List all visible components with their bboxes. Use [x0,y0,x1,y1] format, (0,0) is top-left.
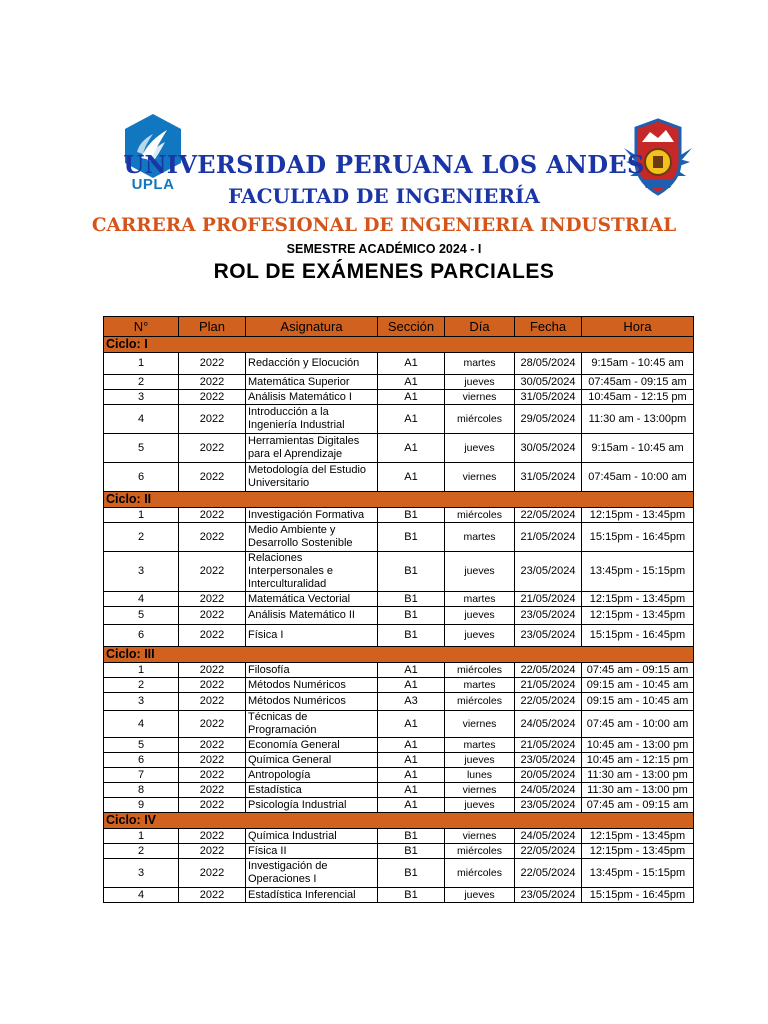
row-plan: 2022 [179,663,246,678]
cycle-label: Ciclo: I [104,337,694,353]
table-row [104,353,694,375]
row-number: 2 [104,375,179,390]
row-section: A1 [378,768,445,783]
row-section: B1 [378,625,445,647]
row-day: miércoles [445,844,515,859]
row-number: 1 [104,663,179,678]
row-day: viernes [445,829,515,844]
table-row [104,678,694,693]
row-plan: 2022 [179,508,246,523]
row-date: 22/05/2024 [515,859,582,888]
table-row [104,508,694,523]
row-number: 3 [104,693,179,711]
row-date: 31/05/2024 [515,463,582,492]
row-time: 12:15pm - 13:45pm [582,592,694,607]
table-row [104,663,694,678]
semester-label: SEMESTRE ACADÉMICO 2024 - I [286,242,482,256]
row-day: jueves [445,375,515,390]
row-plan: 2022 [179,711,246,738]
row-date: 30/05/2024 [515,434,582,463]
table-row [104,738,694,753]
row-number: 4 [104,405,179,434]
row-plan: 2022 [179,768,246,783]
row-subject: Metodología del Estudio Universitario [246,463,378,492]
row-date: 29/05/2024 [515,405,582,434]
table-row [104,463,694,492]
row-time: 11:30 am - 13:00pm [582,405,694,434]
row-day: jueves [445,625,515,647]
column-header-section: Sección [378,317,445,337]
row-subject: Matemática Superior [246,375,378,390]
table-row [104,625,694,647]
row-time: 12:15pm - 13:45pm [582,829,694,844]
row-time: 15:15pm - 16:45pm [582,888,694,903]
row-number: 4 [104,888,179,903]
row-plan: 2022 [179,693,246,711]
row-time: 10:45 am - 12:15 pm [582,753,694,768]
row-date: 23/05/2024 [515,552,582,592]
row-number: 5 [104,607,179,625]
row-plan: 2022 [179,798,246,813]
row-plan: 2022 [179,353,246,375]
row-date: 30/05/2024 [515,375,582,390]
row-day: viernes [445,390,515,405]
row-time: 07:45 am - 09:15 am [582,663,694,678]
table-row [104,693,694,711]
column-header-day: Día [445,317,515,337]
row-day: viernes [445,463,515,492]
upla-logo-text: UPLA [131,176,175,193]
row-time: 09:15 am - 10:45 am [582,678,694,693]
row-number: 2 [104,844,179,859]
row-plan: 2022 [179,829,246,844]
row-date: 23/05/2024 [515,888,582,903]
row-section: A1 [378,738,445,753]
row-subject: Relaciones Interpersonales e Interculturalidad [246,552,378,592]
table-row [104,552,694,592]
row-time: 13:45pm - 15:15pm [582,552,694,592]
row-time: 15:15pm - 16:45pm [582,523,694,552]
row-subject: Filosofía [246,663,378,678]
row-section: B1 [378,888,445,903]
table-row [104,888,694,903]
row-number: 2 [104,523,179,552]
row-date: 22/05/2024 [515,844,582,859]
row-subject: Economía General [246,738,378,753]
table-row [104,592,694,607]
row-section: A1 [378,390,445,405]
row-subject: Química Industrial [246,829,378,844]
career-name: CARRERA PROFESIONAL DE INGENIERIA INDUSTRIAL [91,215,677,236]
row-date: 24/05/2024 [515,783,582,798]
row-section: B1 [378,508,445,523]
row-subject: Introducción a la Ingeniería Industrial [246,405,378,434]
row-number: 3 [104,859,179,888]
row-date: 22/05/2024 [515,508,582,523]
row-number: 8 [104,783,179,798]
cycle-header-row [104,337,694,353]
row-time: 9:15am - 10:45 am [582,434,694,463]
row-section: B1 [378,523,445,552]
row-time: 11:30 am - 13:00 pm [582,783,694,798]
row-day: miércoles [445,663,515,678]
row-subject: Herramientas Digitales para el Aprendizaje [246,434,378,463]
row-plan: 2022 [179,607,246,625]
row-plan: 2022 [179,753,246,768]
row-number: 1 [104,829,179,844]
row-subject: Investigación de Operaciones I [246,859,378,888]
row-number: 5 [104,434,179,463]
row-plan: 2022 [179,678,246,693]
row-subject: Métodos Numéricos [246,678,378,693]
row-subject: Física II [246,844,378,859]
row-section: A1 [378,783,445,798]
row-plan: 2022 [179,888,246,903]
row-plan: 2022 [179,738,246,753]
cycle-label: Ciclo: IV [104,813,694,829]
row-section: A1 [378,353,445,375]
document-title: ROL DE EXÁMENES PARCIALES [213,260,555,283]
row-section: A1 [378,711,445,738]
row-section: B1 [378,607,445,625]
row-date: 23/05/2024 [515,798,582,813]
row-time: 09:15 am - 10:45 am [582,693,694,711]
column-header-number: N° [104,317,179,337]
row-number: 1 [104,508,179,523]
row-date: 22/05/2024 [515,663,582,678]
row-date: 20/05/2024 [515,768,582,783]
column-header-date: Fecha [515,317,582,337]
column-header-time: Hora [582,317,694,337]
row-subject: Estadística Inferencial [246,888,378,903]
row-subject: Química General [246,753,378,768]
row-date: 23/05/2024 [515,753,582,768]
row-number: 6 [104,625,179,647]
row-section: B1 [378,552,445,592]
table-row [104,798,694,813]
row-subject: Medio Ambiente y Desarrollo Sostenible [246,523,378,552]
row-time: 15:15pm - 16:45pm [582,625,694,647]
row-day: martes [445,592,515,607]
row-day: miércoles [445,859,515,888]
row-plan: 2022 [179,405,246,434]
university-name: UNIVERSIDAD PERUANA LOS ANDES [123,150,645,179]
row-subject: Estadística [246,783,378,798]
row-plan: 2022 [179,783,246,798]
table-row [104,768,694,783]
row-section: A1 [378,753,445,768]
row-section: A1 [378,663,445,678]
row-day: jueves [445,798,515,813]
row-section: A1 [378,463,445,492]
row-date: 31/05/2024 [515,390,582,405]
cycle-header-row [104,492,694,508]
row-section: A1 [378,678,445,693]
exam-table-body [104,337,694,903]
row-number: 1 [104,353,179,375]
row-time: 13:45pm - 15:15pm [582,859,694,888]
row-section: A1 [378,405,445,434]
row-day: miércoles [445,508,515,523]
row-time: 07:45 am - 09:15 am [582,798,694,813]
row-number: 7 [104,768,179,783]
row-subject: Investigación Formativa [246,508,378,523]
row-time: 07:45am - 10:00 am [582,463,694,492]
row-date: 22/05/2024 [515,693,582,711]
row-subject: Métodos Numéricos [246,693,378,711]
row-date: 21/05/2024 [515,592,582,607]
row-time: 07:45 am - 10:00 am [582,711,694,738]
row-number: 3 [104,552,179,592]
cycle-header-row [104,647,694,663]
cycle-header-row [104,813,694,829]
row-date: 24/05/2024 [515,711,582,738]
row-number: 5 [104,738,179,753]
exam-schedule-table [103,316,694,903]
row-subject: Técnicas de Programación [246,711,378,738]
table-row [104,829,694,844]
row-number: 6 [104,463,179,492]
column-header-plan: Plan [179,317,246,337]
row-plan: 2022 [179,625,246,647]
row-day: martes [445,523,515,552]
row-number: 3 [104,390,179,405]
row-day: jueves [445,607,515,625]
cycle-label: Ciclo: II [104,492,694,508]
table-row [104,523,694,552]
row-date: 23/05/2024 [515,607,582,625]
table-row [104,375,694,390]
row-section: A1 [378,375,445,390]
row-subject: Análisis Matemático I [246,390,378,405]
row-number: 4 [104,592,179,607]
row-time: 07:45am - 09:15 am [582,375,694,390]
table-row [104,607,694,625]
row-day: jueves [445,753,515,768]
row-plan: 2022 [179,523,246,552]
row-plan: 2022 [179,463,246,492]
row-time: 12:15pm - 13:45pm [582,844,694,859]
row-subject: Antropología [246,768,378,783]
table-row [104,390,694,405]
row-day: viernes [445,783,515,798]
row-subject: Redacción y Elocución [246,353,378,375]
row-day: lunes [445,768,515,783]
row-subject: Física I [246,625,378,647]
row-plan: 2022 [179,375,246,390]
row-time: 9:15am - 10:45 am [582,353,694,375]
row-subject: Psicología Industrial [246,798,378,813]
row-section: A1 [378,798,445,813]
row-number: 2 [104,678,179,693]
row-plan: 2022 [179,844,246,859]
row-date: 21/05/2024 [515,523,582,552]
row-number: 6 [104,753,179,768]
row-day: martes [445,678,515,693]
table-row [104,405,694,434]
table-row [104,783,694,798]
row-date: 28/05/2024 [515,353,582,375]
table-row [104,434,694,463]
cycle-label: Ciclo: III [104,647,694,663]
row-section: B1 [378,859,445,888]
row-plan: 2022 [179,859,246,888]
row-section: B1 [378,844,445,859]
row-day: martes [445,353,515,375]
row-day: miércoles [445,405,515,434]
row-plan: 2022 [179,434,246,463]
row-date: 24/05/2024 [515,829,582,844]
table-row [104,844,694,859]
row-plan: 2022 [179,390,246,405]
table-header-row [104,317,694,337]
row-section: B1 [378,829,445,844]
row-subject: Matemática Vectorial [246,592,378,607]
row-day: viernes [445,711,515,738]
column-header-subject: Asignatura [246,317,378,337]
row-number: 4 [104,711,179,738]
row-time: 11:30 am - 13:00 pm [582,768,694,783]
row-time: 12:15pm - 13:45pm [582,508,694,523]
row-day: jueves [445,552,515,592]
table-row [104,753,694,768]
row-section: A1 [378,434,445,463]
row-number: 9 [104,798,179,813]
row-subject: Análisis Matemático II [246,607,378,625]
row-date: 23/05/2024 [515,625,582,647]
row-day: martes [445,738,515,753]
faculty-name: FACULTAD DE INGENIERÍA [228,184,540,208]
row-time: 10:45am - 12:15 pm [582,390,694,405]
row-section: B1 [378,592,445,607]
table-row [104,711,694,738]
row-plan: 2022 [179,552,246,592]
row-section: A3 [378,693,445,711]
row-date: 21/05/2024 [515,678,582,693]
row-day: jueves [445,888,515,903]
row-day: miércoles [445,693,515,711]
table-row [104,859,694,888]
row-plan: 2022 [179,592,246,607]
row-date: 21/05/2024 [515,738,582,753]
row-day: jueves [445,434,515,463]
row-time: 10:45 am - 13:00 pm [582,738,694,753]
row-time: 12:15pm - 13:45pm [582,607,694,625]
